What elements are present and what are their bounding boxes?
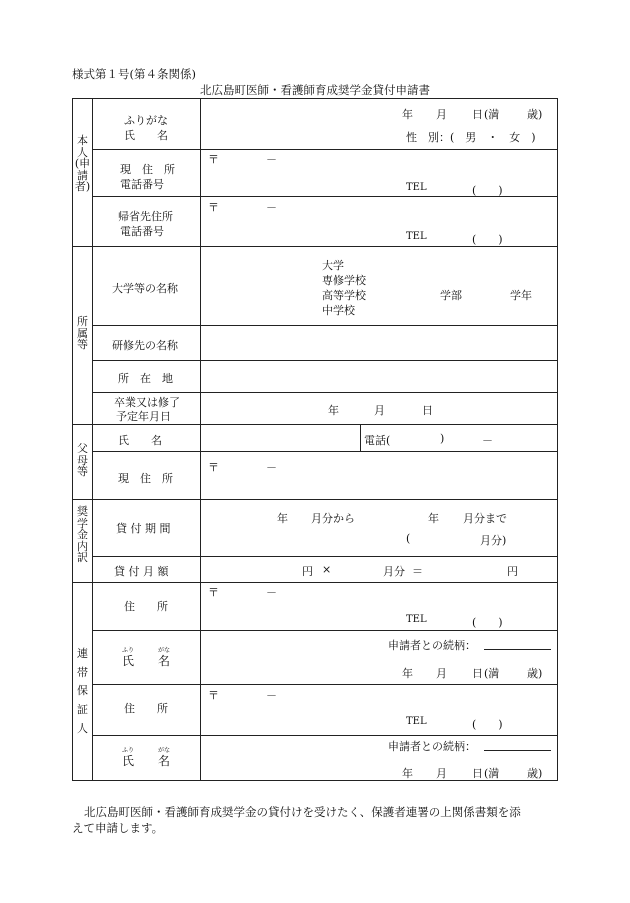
label-training: 研修先の名称 — [112, 339, 178, 352]
parent-phone-dash: － — [482, 434, 493, 447]
label-graduation-1: 卒業又は修了 — [114, 396, 180, 409]
label-phone: 電話番号 — [120, 178, 164, 191]
label-graduation-2: 予定年月日 — [116, 410, 171, 423]
label-parent-name: 氏 名 — [118, 434, 162, 447]
period-to-year: 年 — [428, 512, 439, 525]
parent-phone-close: ) — [440, 432, 445, 445]
school-type-high: 高等学校 — [322, 289, 366, 302]
month-label: 月 — [436, 667, 447, 680]
label-address: 現 住 所 — [120, 163, 175, 176]
relationship-label: 申請者との続柄： — [388, 740, 476, 753]
equals-sign: ＝ — [412, 565, 423, 578]
tel-paren: ( ) — [472, 233, 503, 246]
label-loan-period: 貸 付 期 間 — [116, 522, 171, 535]
year-label: 年 — [402, 108, 413, 121]
day-label: 日 — [472, 667, 483, 680]
footer-line-2: えて申請します。 — [72, 821, 164, 835]
age-close: 歳) — [527, 667, 543, 680]
label-name: 氏 名 — [124, 129, 168, 142]
postal-dash: － — [266, 153, 277, 166]
tel-label: TEL — [406, 614, 427, 625]
postal-dash: － — [266, 689, 277, 702]
postal-dash: － — [266, 586, 277, 599]
section-loan: 奨学金内訳 — [77, 505, 88, 565]
label-guarantor2-surname: 氏 — [122, 754, 135, 768]
tel-label: TEL — [406, 182, 427, 193]
section-parents: 父母等 — [77, 442, 88, 479]
tel-label: TEL — [406, 716, 427, 727]
label-home-address: 帰省先住所 — [118, 210, 173, 223]
label-guarantor2-address: 住 所 — [124, 702, 168, 715]
age-open: (満 — [484, 108, 500, 121]
period-to: 月分まで — [463, 512, 507, 525]
postal-icon: 〒 — [208, 689, 219, 702]
section-guarantor: 連帯保証人 — [77, 647, 88, 735]
grad-day: 日 — [422, 404, 433, 417]
label-loan-monthly: 貸 付 月 額 — [114, 565, 169, 578]
monthly-yen: 円 — [302, 565, 313, 578]
tel-paren: ( ) — [472, 184, 503, 197]
ruby-gana: がな — [158, 647, 171, 654]
age-close: 歳) — [527, 767, 543, 780]
period-from-year: 年 — [277, 512, 288, 525]
faculty-label: 学部 — [440, 289, 462, 302]
day-label: 日 — [472, 767, 483, 780]
day-label: 日 — [472, 108, 483, 121]
postal-dash: － — [266, 201, 277, 214]
footer-line-1: 北広島町医師・看護師育成奨学金の貸付けを受けたく、保護者連署の上関係書類を添 — [84, 805, 521, 819]
section-applicant: 本人(申請者) — [74, 134, 91, 194]
parent-phone-label: 電話( — [364, 434, 391, 447]
grad-month: 月 — [374, 404, 385, 417]
relationship-underline — [484, 649, 551, 650]
gender-field: 性 別：( 男 ・ 女 ) — [406, 131, 536, 144]
section-affiliation: 所属等 — [77, 315, 88, 352]
label-home-phone: 電話番号 — [120, 225, 164, 238]
postal-icon: 〒 — [208, 153, 219, 166]
label-guarantor-given: 名 — [158, 654, 171, 668]
relationship-label: 申請者との続柄： — [388, 639, 476, 652]
postal-icon: 〒 — [208, 586, 219, 599]
age-close: 歳) — [527, 108, 543, 121]
year-label: 年 — [402, 767, 413, 780]
school-type-university: 大学 — [322, 259, 344, 272]
form-number: 様式第１号(第４条関係) — [72, 67, 196, 81]
label-location: 所 在 地 — [118, 372, 173, 385]
month-label: 月 — [436, 108, 447, 121]
postal-icon: 〒 — [208, 201, 219, 214]
grade-label: 学年 — [510, 289, 532, 302]
ruby-furi: ふり — [122, 747, 135, 754]
postal-icon: 〒 — [208, 461, 219, 474]
age-open: (満 — [484, 667, 500, 680]
period-months: 月分) — [480, 534, 507, 547]
label-guarantor-surname: 氏 — [122, 654, 135, 668]
period-from: 月分から — [311, 512, 355, 525]
ruby-gana: がな — [158, 747, 171, 754]
ruby-furi: ふり — [122, 647, 135, 654]
months-label: 月分 — [383, 565, 405, 578]
label-school-name: 大学等の名称 — [112, 282, 178, 295]
label-guarantor-address: 住 所 — [124, 600, 168, 613]
grad-year: 年 — [328, 404, 339, 417]
year-label: 年 — [402, 667, 413, 680]
postal-dash: － — [266, 461, 277, 474]
tel-label: TEL — [406, 231, 427, 242]
tel-paren: ( ) — [472, 616, 503, 629]
label-guarantor2-given: 名 — [158, 754, 171, 768]
month-label: 月 — [436, 767, 447, 780]
total-yen: 円 — [507, 565, 518, 578]
school-type-vocational: 専修学校 — [322, 274, 366, 287]
form-title: 北広島町医師・看護師育成奨学金貸付申請書 — [200, 83, 430, 97]
school-type-middle: 中学校 — [322, 304, 355, 317]
relationship-underline — [484, 750, 551, 751]
tel-paren: ( ) — [472, 718, 503, 731]
label-parent-address: 現 住 所 — [118, 472, 173, 485]
times-sign: × — [322, 563, 332, 576]
period-open: ( — [406, 532, 411, 545]
age-open: (満 — [484, 767, 500, 780]
label-furigana: ふりがな — [124, 114, 168, 127]
